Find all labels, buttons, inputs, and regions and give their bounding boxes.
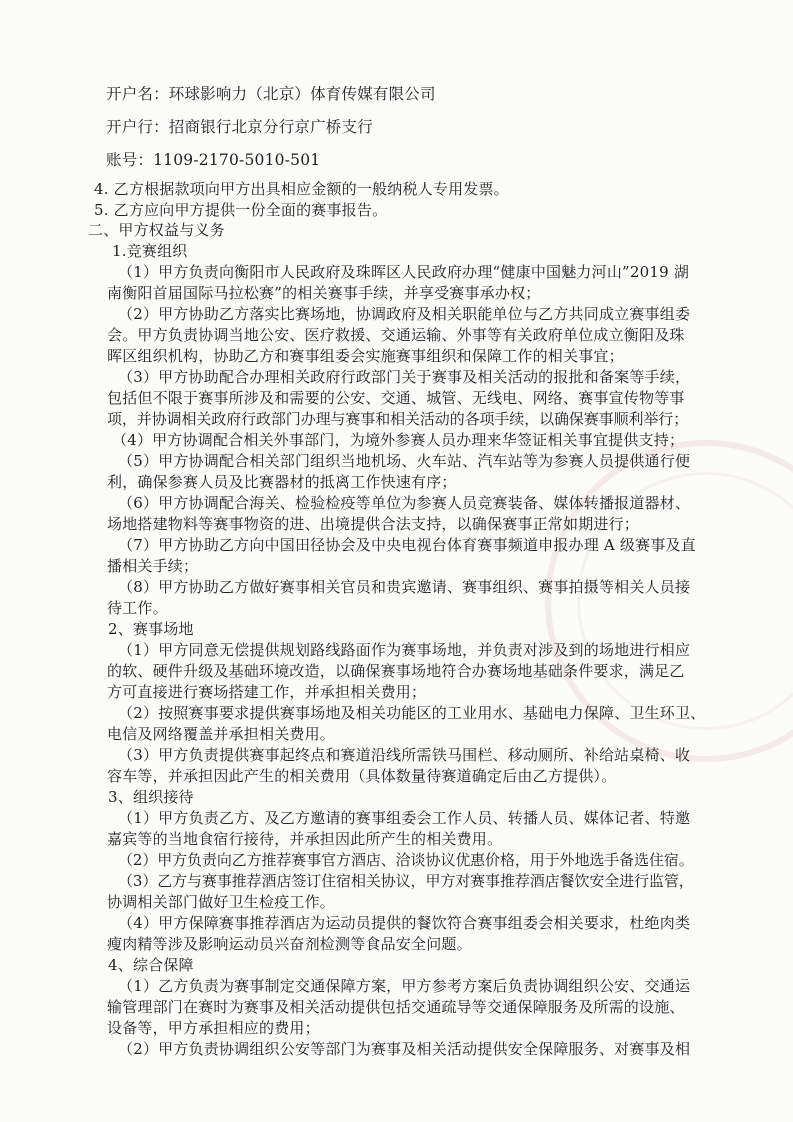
paragraph-line: 瘦肉精等涉及影响运动员兴奋剂检测等食品安全问题。 [107,935,472,953]
paragraph-line: （6）甲方协调配合海关、检验检疫等单位为参赛人员竞赛装备、媒体转播报道器材、 [118,494,691,512]
paragraph-line: （4）甲方协调配合相关外事部门，为境外参赛人员办理来华签证相关事宜提供支持； [112,431,685,449]
paragraph-line: （1）甲方负责乙方、及乙方邀请的赛事组委会工作人员、转播人员、媒体记者、特邀 [118,809,691,827]
subsection-title: 2、赛事场地 [108,620,194,638]
paragraph-line: 晖区组织机构，协助乙方和赛事组委会实施赛事组织和保障工作的相关事宜； [107,347,624,365]
paragraph-line: （2）甲方负责向乙方推荐赛事官方酒店、洽谈协议优惠价格，用于外地选手备选住宿。 [118,851,694,869]
paragraph-line: （3）甲方负责提供赛事起终点和赛道沿线所需铁马围栏、移动厕所、补给站桌椅、收 [118,746,691,764]
paragraph-line: 设备等，甲方承担相应的费用； [107,1019,320,1037]
paragraph-line: （8）甲方协助乙方做好赛事相关官员和贵宾邀请、赛事组织、赛事拍摄等相关人员接 [118,578,691,596]
paragraph-line: （2）甲方协助乙方落实比赛场地，协调政府及相关职能单位与乙方共同成立赛事组委 [118,305,691,323]
subsection-title: 3、组织接待 [108,788,194,806]
paragraph-line: 待工作。 [107,599,168,617]
paragraph-line: （7）甲方协助乙方向中国田径协会及中央电视台体育赛事频道申报办理 A 级赛事及直 [118,536,696,554]
paragraph-line: （1）甲方负责向衡阳市人民政府及珠晖区人民政府办理“健康中国魅力河山”2019 湖 [118,263,690,281]
paragraph-line: 南衡阳首届国际马拉松赛”的相关赛事手续，并享受赛事承办权； [107,284,541,302]
paragraph-line: （4）甲方保障赛事推荐酒店为运动员提供的餐饮符合赛事组委会相关要求，杜绝肉类 [118,914,691,932]
paragraph-line: （1）甲方同意无偿提供规划路线路面作为赛事场地，并负责对涉及到的场地进行相应 [118,641,691,659]
paragraph-line: 会。甲方负责协调当地公安、医疗救援、交通运输、外事等有关政府单位成立衡阳及珠 [107,326,685,344]
paragraph-line: （2）甲方负责协调组织公安等部门为赛事及相关活动提供安全保障服务、对赛事及相 [118,1040,691,1058]
paragraph-line: 电信及网络覆盖并承担相关费用。 [107,725,336,743]
paragraph-line: 容车等，并承担因此产生的相关费用（具体数量待赛道确定后由乙方提供）。 [107,767,617,785]
paragraph-line: 嘉宾等的当地食宿行接待，并承担因此所产生的相关费用。 [107,830,503,848]
paragraph-line: 项，并协调相关政府行政部门办理与赛事和相关活动的各项手续，以确保赛事顺利举行； [107,410,689,428]
paragraph-line: 输管理部门在赛时为赛事及相关活动提供包括交通疏导等交通保障服务及所需的设施、 [107,998,685,1016]
paragraph-line: （5）甲方协调配合相关部门组织当地机场、火车站、汽车站等为参赛人员提供通行便 [118,452,691,470]
paragraph-line: 方可直接进行赛场搭建工作，并承担相关费用； [107,683,427,701]
paragraph-line: 的软、硬件升级及基础环境改造，以确保赛事场地符合办赛场地基础条件要求，满足乙 [107,662,685,680]
section-heading: 二、甲方权益与义务 [88,221,225,239]
paragraph-line: （3）乙方与赛事推荐酒店签订住宿相关协议，甲方对赛事推荐酒店餐饮安全进行监管， [118,872,694,890]
paragraph-line: 播相关手续； [107,557,199,575]
subsection-title: 4、综合保障 [108,956,194,974]
paragraph-line: 协调相关部门做好卫生检疫工作。 [107,893,336,911]
paragraph-line: （3）甲方协助配合办理相关政府行政部门关于赛事及相关活动的报批和备案等手续， [118,368,691,386]
subsection-title: 1.竞赛组织 [112,242,188,260]
paragraph-line: 场地搭建物料等赛事物资的进、出境提供合法支持，以确保赛事正常如期进行； [107,515,640,533]
account-name-line: 开户名：环球影响力（北京）体育传媒有限公司 [106,85,436,103]
paragraph-line: （2）按照赛事要求提供赛事场地及相关功能区的工业用水、基础电力保障、卫生环卫、 [118,704,706,722]
paragraph-line: 包括但不限于赛事所涉及和需要的公安、交通、城管、无线电、网络、赛事宣传物等事 [107,389,685,407]
paragraph-line: （1）乙方负责为赛事制定交通保障方案，甲方参考方案后负责协调组织公安、交通运 [118,977,691,995]
paragraph-line: 利，确保参赛人员及比赛器材的抵离工作快速有序； [107,473,457,491]
account-bank-line: 开户行：招商银行北京分行京广桥支行 [106,118,373,136]
item-4: 4. 乙方根据款项向甲方出具相应金额的一般纳税人专用发票。 [94,180,509,198]
item-5: 5. 乙方应向甲方提供一份全面的赛事报告。 [94,201,388,219]
account-number-line: 账号：1109-2170-5010-501 [106,151,321,169]
